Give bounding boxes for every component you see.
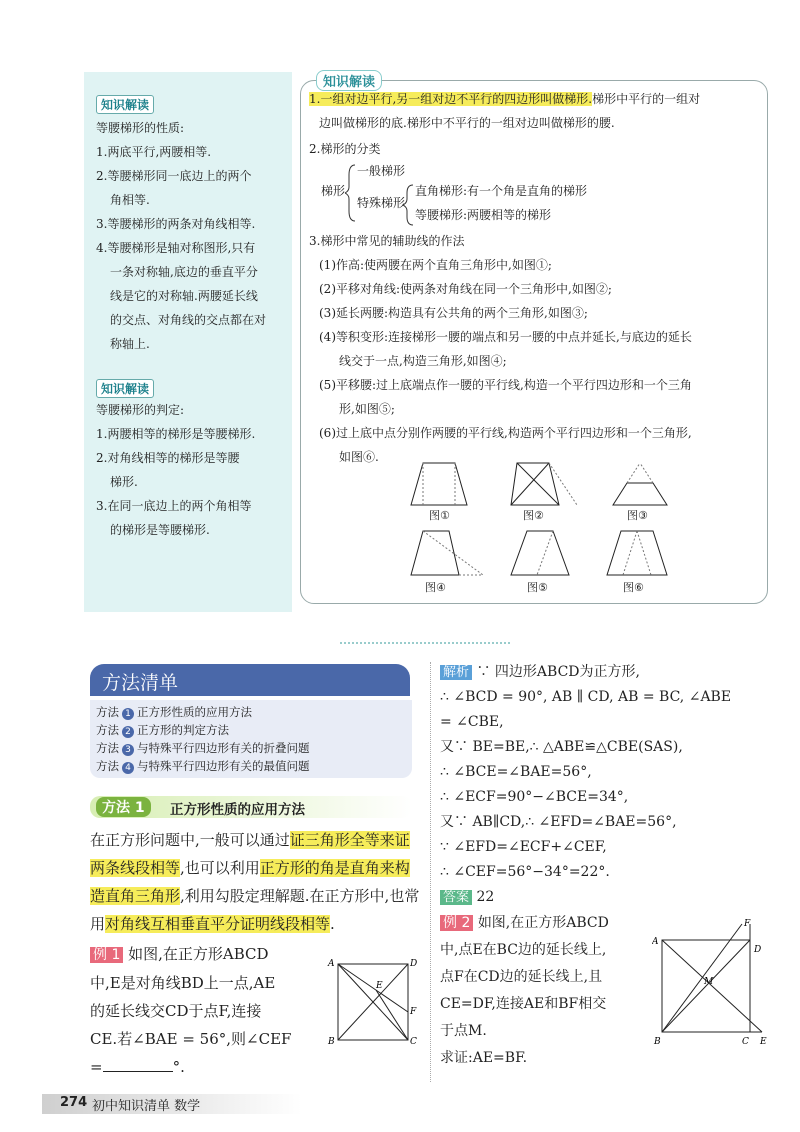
side-list-item: 1.两腰相等的梯形是等腰梯形. (96, 427, 256, 441)
figure-1-caption: 图① (429, 509, 450, 522)
svg-text:A: A (328, 959, 335, 969)
method-text: 正方形性质的应用方法 (137, 705, 252, 719)
method-prefix: 方法 (96, 723, 119, 737)
method-list-item (90, 739, 412, 757)
example-1-label: 例 1 (90, 947, 123, 963)
solution-text: ∴ ∠ECF=90°−∠BCE=34°, (440, 789, 629, 805)
column-divider (430, 662, 431, 1082)
example-2-text: 如图,在正方形ABCD (477, 915, 609, 931)
class-root: 梯形 (321, 184, 346, 198)
svg-text:C: C (742, 1037, 749, 1047)
side-list-item: 的交点、对角线的交点都在对 (110, 313, 267, 327)
aux-method: (3)延长两腰:构造具有公共角的两个三角形,如图③; (319, 306, 588, 320)
method-list-item (90, 703, 412, 721)
figure-1 (409, 461, 471, 507)
example-2-figure (652, 918, 772, 1048)
knowledge-box (300, 80, 768, 604)
side-list-item: 4.等腰梯形是轴对称图形,只有 (96, 241, 256, 255)
method-1-header (90, 796, 412, 818)
svg-text:D: D (410, 959, 418, 969)
method-prefix: 方法 (96, 759, 119, 773)
class-general: 一般梯形 (357, 164, 406, 178)
example-1-figure (326, 956, 422, 1048)
figure-3 (609, 461, 673, 507)
method-prefix: 方法 (96, 705, 119, 719)
solution-label: 解析 (440, 665, 472, 680)
answer-label: 答案 (440, 890, 472, 905)
figure-4 (409, 529, 485, 579)
figure-5-caption: 图⑤ (527, 581, 548, 594)
aux-method: (6)过上底中点分别作两腰的平行线,构造两个平行四边形和一个三角形, (319, 426, 692, 440)
solution-text: = ∠CBE, (440, 714, 504, 730)
figure-2-caption: 图② (523, 509, 544, 522)
solution-text: ∵ 四边形ABCD为正方形, (476, 664, 640, 680)
side-list-item: 称轴上. (110, 337, 150, 351)
class-right: 直角梯形:有一个角是直角的梯形 (415, 184, 588, 198)
knowledge-tag: 知识解读 (96, 379, 154, 398)
side-panel (84, 72, 292, 612)
aux-method: (5)平移腰:过上底端点作一腰的平行线,构造一个平行四边形和一个三角 (319, 378, 692, 392)
example-2-text: CE=DF,连接AE和BF相交 (440, 996, 607, 1012)
side-list-item: 3.在同一底边上的两个角相等 (96, 499, 252, 513)
solution-line (440, 660, 770, 685)
svg-text:B: B (328, 1037, 335, 1047)
method-1-paragraph: 在正方形问题中,一般可以通过证三角形全等来证两条线段相等,也可以利用正方形的角是直角来构造直角三角形,利用勾股定理解题.在正方形中,也常用对角线互相垂直平分证明线段相等. (90, 831, 420, 933)
aux-method: 线交于一点,构造三角形,如图④; (339, 354, 507, 368)
knowledge-box-tag: 知识解读 (316, 70, 382, 91)
side-list-item: 的梯形是等腰梯形. (110, 523, 210, 537)
brace-icon (345, 161, 425, 231)
figure-6 (605, 529, 671, 579)
example-2-text: 中,点E在BC边的延长线上, (440, 942, 607, 958)
method-text: 与特殊平行四边形有关的折叠问题 (137, 741, 310, 755)
answer-blank[interactable] (103, 1071, 173, 1072)
side-criteria: 等腰梯形的判定: 1.两腰相等的梯形是等腰梯形. 2.对角线相等的梯形是等腰 梯形. 3.在同一底边上的两个角相等 的梯形是等腰梯形. (96, 398, 288, 542)
solution-line (440, 860, 770, 885)
figure-2 (509, 461, 579, 507)
aux-method: (2)平移对角线:使两条对角线在同一个三角形中,如图②; (319, 282, 612, 296)
side-list-item: 角相等. (110, 193, 150, 207)
method-text: 与特殊平行四边形有关的最值问题 (137, 759, 310, 773)
method-list-title: 方法清单 (102, 672, 179, 694)
classification-heading: 2.梯形的分类 (309, 142, 381, 156)
figure-4-caption: 图④ (425, 581, 446, 594)
svg-text:A: A (652, 937, 659, 947)
method-number: 4 (122, 762, 134, 774)
method-prefix: 方法 (96, 741, 119, 755)
footer (42, 1094, 302, 1114)
section-divider (340, 642, 510, 644)
method-list-item (90, 757, 412, 775)
solution-text: ∴ ∠BCD = 90°, AB ∥ CD, AB = BC, ∠ABE (440, 689, 732, 705)
svg-text:M: M (704, 977, 714, 987)
solution-line (440, 835, 770, 860)
solution-line (440, 785, 770, 810)
side-list-item: 线是它的对称轴.两腰延长线 (110, 289, 258, 303)
svg-text:C: C (410, 1037, 417, 1047)
solution-text: 又∵ AB∥CD,∴ ∠EFD=∠BAE=56°, (440, 814, 677, 830)
aux-method: 如图⑥. (339, 450, 379, 464)
aux-heading: 3.梯形中常见的辅助线的作法 (309, 234, 465, 248)
class-isosceles: 等腰梯形:两腰相等的梯形 (415, 208, 552, 222)
solution-line (440, 810, 770, 835)
side-list-item: 3.等腰梯形的两条对角线相等. (96, 217, 256, 231)
definition-line-2: 边叫做梯形的底.梯形中不平行的一组对边叫做梯形的腰. (319, 116, 615, 130)
class-special: 特殊梯形 (357, 196, 406, 210)
method-number: 2 (122, 726, 134, 738)
book-title: 初中知识清单 数学 (92, 1099, 201, 1114)
method-text: 正方形的判定方法 (137, 723, 229, 737)
example-1: 例 1 如图,在正方形ABCD 中,E是对角线BD上一点,AE 的延长线交CD于点F,连接 CE.若∠BAE = 56°,则∠CEF = °. (90, 945, 292, 1076)
method-list-header (90, 664, 410, 696)
solution-line (440, 710, 770, 735)
method-1-label: 方法 1 (96, 797, 151, 817)
svg-text:E: E (760, 1037, 767, 1047)
svg-text:F: F (410, 1007, 417, 1017)
example-2-text: 求证:AE=BF. (440, 1050, 528, 1066)
svg-text:B: B (654, 1037, 661, 1047)
side-list-item: 2.对角线相等的梯形是等腰 (96, 451, 240, 465)
aux-method: (4)等积变形:连接梯形一腰的端点和另一腰的中点并延长,与底边的延长 (319, 330, 692, 344)
solution-line (440, 735, 770, 760)
knowledge-tag: 知识解读 (96, 95, 154, 114)
aux-method: (1)作高:使两腰在两个直角三角形中,如图①; (319, 258, 552, 272)
solution-line (440, 685, 770, 710)
answer-value: 22 (476, 889, 495, 905)
method-list-item (90, 721, 412, 739)
method-number: 3 (122, 744, 134, 756)
method-number: 1 (122, 708, 134, 720)
svg-text:F: F (744, 919, 751, 929)
side-list-item: 2.等腰梯形同一底边上的两个 (96, 169, 252, 183)
svg-text:E: E (376, 981, 383, 991)
side-list-item: 1.两底平行,两腰相等. (96, 145, 212, 159)
method-1-title: 正方形性质的应用方法 (170, 802, 305, 818)
page-number: 274 (60, 1095, 88, 1110)
solution-line (440, 760, 770, 785)
method-list (90, 700, 412, 778)
figure-3-caption: 图③ (627, 509, 648, 522)
svg-text:D: D (754, 945, 762, 955)
solution-text: ∴ ∠CEF=56°−34°=22°. (440, 864, 610, 880)
side-properties: 等腰梯形的性质: 1.两底平行,两腰相等. 2.等腰梯形同一底边上的两个 角相等. 3.等腰梯形的两条对角线相等. 4.等腰梯形是轴对称图形,只有 一条对称轴,底边的垂直平分 线是它的对称轴.两腰延长线 的交点、对角线的交点都在对 称轴上. (96, 116, 288, 356)
example-2-text: 点F在CD边的延长线上,且 (440, 969, 603, 985)
figure-5 (509, 529, 573, 579)
figure-6-caption: 图⑥ (623, 581, 644, 594)
example-2-label: 例 2 (440, 915, 473, 931)
solution-text: 又∵ BE=BE,∴ △ABE≌△CBE(SAS), (440, 739, 683, 755)
definition-line: 1.一组对边平行,另一组对边不平行的四边形叫做梯形.梯形中平行的一组对 (309, 92, 701, 106)
solution-text: ∵ ∠EFD=∠ECF+∠CEF, (440, 839, 607, 855)
solution-text: ∴ ∠BCE=∠BAE=56°, (440, 764, 592, 780)
side-list-item: 一条对称轴,底边的垂直平分 (110, 265, 258, 279)
aux-method: 形,如图⑤; (339, 402, 395, 416)
answer-line (440, 885, 770, 910)
example-2-text: 于点M. (440, 1023, 487, 1039)
example-2-line (440, 1045, 770, 1072)
side-list-item: 梯形. (110, 475, 138, 489)
